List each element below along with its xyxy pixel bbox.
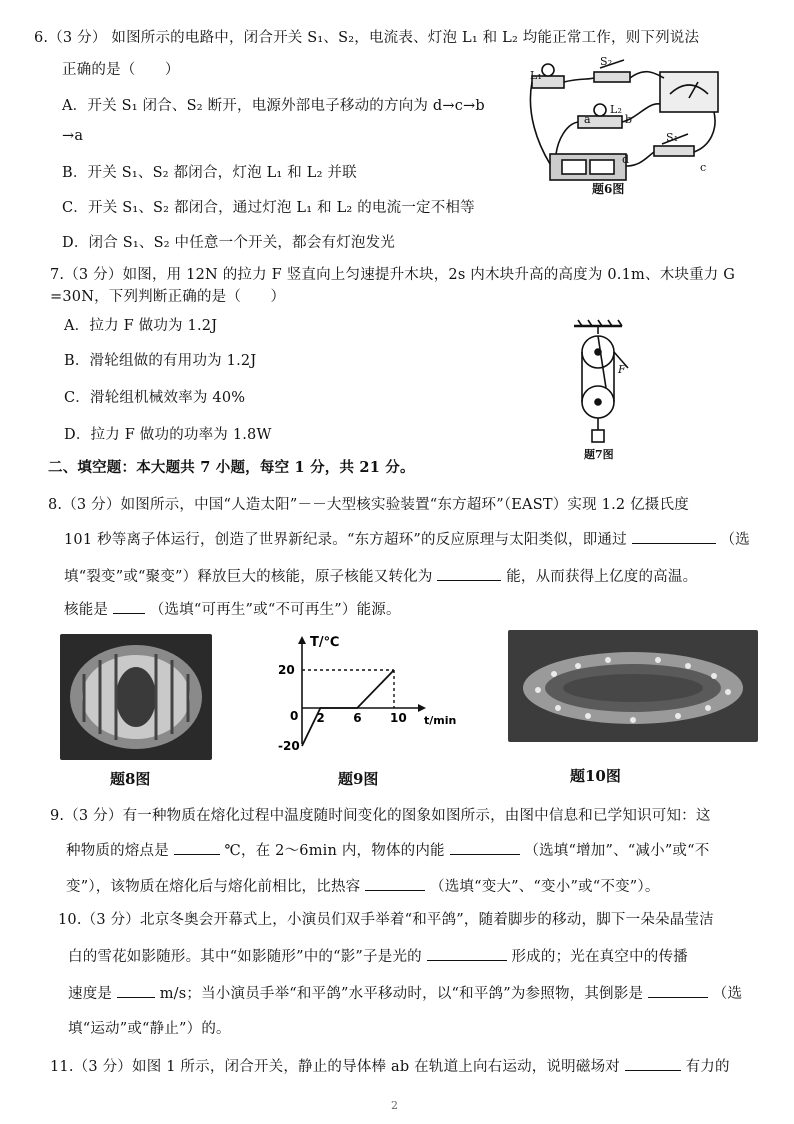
q8-blank-3[interactable]: [113, 599, 145, 614]
y-axis-arrow: [298, 636, 306, 644]
q7-stem: 7.（3 分）如图，用 12N 的拉力 F 竖直向上匀速提升木块，2s 内木块升高的高度为 0.1m、木块重力 G: [50, 267, 736, 283]
q9-line3: [66, 876, 660, 897]
pulley-figure: [560, 318, 640, 448]
q9-line2-mid: ℃，在 2～6min 内，物体的内能: [224, 843, 445, 859]
q9-line3-text: 变”），该物质在熔化后与熔化前相比，比热容: [66, 879, 361, 895]
fig10-caption: 题10图: [570, 767, 621, 785]
fig9-caption: 题9图: [338, 770, 379, 788]
q10-line4: 填“运动”或“静止”）的。: [68, 1021, 231, 1037]
fig6-label-c: c: [700, 161, 707, 174]
x-tick-label: 2: [316, 711, 325, 725]
q8-line2-tail: （选: [720, 532, 750, 548]
x-axis-arrow: [418, 704, 426, 712]
q7-option-a: A．拉力 F 做功为 1.2J: [64, 318, 218, 334]
fig6-label-b: b: [625, 113, 633, 126]
q9-line2: [66, 840, 709, 861]
q10-line2-tail: 形成的；光在真空中的传播: [511, 949, 688, 965]
q8-line3-text: 填“裂变”或“聚变”）释放巨大的核能，原子核能又转化为: [64, 569, 433, 585]
q9-line2-text: 种物质的熔点是: [66, 843, 169, 859]
q10-line1: 10.（3 分）北京冬奥会开幕式上，小演员们双手举着“和平鸽”，随着脚步的移动，脚下一朵朵晶莹洁: [58, 912, 714, 928]
q10-line2: [68, 946, 688, 967]
fig8-caption: 题8图: [110, 770, 151, 788]
q9-blank-1[interactable]: [174, 840, 220, 855]
fig6-label-a: a: [584, 113, 591, 126]
section-heading: 二、填空题：本大题共 7 小题，每空 1 分，共 21 分。: [48, 459, 415, 476]
q9-line2-tail: （选填“增加”、“减小”或“不: [524, 843, 710, 859]
q7-option-d: D．拉力 F 做功的功率为 1.8W: [64, 427, 272, 443]
q8-line2: [64, 529, 750, 550]
fig7-caption: 题7图: [584, 448, 614, 461]
q9-blank-2[interactable]: [450, 840, 520, 855]
q11-line1-text: 11.（3 分）如图 1 所示，闭合开关，静止的导体棒 ab 在轨道上向右运动，说明磁场对: [50, 1059, 620, 1075]
y-tick-label: 20: [278, 663, 295, 677]
q6-stem-line2: 正确的是（ ）: [62, 62, 180, 78]
q10-line3: [68, 983, 742, 1004]
q10-line3-text: 速度是: [68, 986, 113, 1002]
snowflake-photo: [508, 630, 758, 742]
fig6-label-s1: S₁: [666, 131, 679, 144]
q7-option-b: B．滑轮组做的有用功为 1.2J: [64, 353, 257, 369]
q6-stem: 6.（3 分） 如图所示的电路中，闭合开关 S₁、S₂，电流表、灯泡 L₁ 和 L₂ 均能正常工作，则下列说法: [34, 30, 700, 46]
x-tick-label: 10: [390, 711, 407, 725]
q8-line3-tail: 能，从而获得上亿度的高温。: [506, 569, 698, 585]
q11-line1: [50, 1056, 730, 1077]
q8-line2-text: 101 秒等离子体运行，创造了世界新纪录。“东方超环”的反应原理与太阳类似，即通过: [64, 532, 627, 548]
page-number: 2: [391, 1099, 399, 1112]
pulley-force-label: F: [618, 363, 626, 376]
q6-option-b: B．开关 S₁、S₂ 都闭合，灯泡 L₁ 和 L₂ 并联: [62, 165, 357, 181]
x-axis-label: t/min: [424, 714, 457, 727]
q9-line1: 9.（3 分）有一种物质在熔化过程中温度随时间变化的图象如图所示，由图中信息和已学知识可知：这: [50, 808, 711, 824]
y-axis-label: T/℃: [310, 635, 340, 650]
q10-blank-1[interactable]: [427, 946, 507, 961]
q7-stem-line2: =30N，下列判断正确的是（ ）: [50, 289, 286, 305]
tokamak-photo: [60, 634, 212, 760]
q10-line3-tail: （选: [712, 986, 743, 1002]
q8-line4-text: 核能是: [64, 602, 109, 618]
q7-option-c: C．滑轮组机械效率为 40%: [64, 390, 246, 406]
fig6-caption: 题6图: [592, 182, 625, 196]
fig6-label-s2: S₂: [600, 55, 613, 68]
q8-line4: [64, 599, 401, 620]
fig6-label-d: d: [622, 153, 630, 166]
x-tick-label: 6: [353, 711, 362, 725]
origin-label: 0: [290, 709, 299, 723]
q11-line1-tail: 有力的: [685, 1059, 730, 1075]
q9-blank-3[interactable]: [365, 876, 425, 891]
q8-line4-tail: （选填“可再生”或“不可再生”）能源。: [149, 602, 401, 618]
q8-blank-2[interactable]: [437, 566, 501, 581]
y-tick-label: -20: [278, 739, 300, 752]
q10-blank-3[interactable]: [648, 983, 708, 998]
q10-line3-mid: m/s；当小演员手举“和平鸽”水平移动时，以“和平鸽”为参照物，其倒影是: [159, 986, 644, 1002]
q6-option-a: A．开关 S₁ 闭合、S₂ 断开，电源外部电子移动的方向为 d→c→b: [62, 98, 485, 114]
q10-line2-text: 白的雪花如影随形。其中“如影随形”中的“影”子是光的: [68, 949, 422, 965]
q8-blank-1[interactable]: [632, 529, 716, 544]
q8-line1: 8.（3 分）如图所示，中国“人造太阳”－－大型核实验装置“东方超环”（EAST）实现 1.2 亿摄氏度: [48, 497, 689, 513]
q8-line3: [64, 566, 697, 587]
fig6-label-l1: L₁: [530, 69, 543, 82]
q11-blank-1[interactable]: [625, 1056, 681, 1071]
q6-option-c: C．开关 S₁、S₂ 都闭合，通过灯泡 L₁ 和 L₂ 的电流一定不相等: [62, 200, 475, 216]
melting-chart: [272, 632, 462, 752]
q10-blank-2[interactable]: [117, 983, 155, 998]
fig6-label-l2: L₂: [610, 103, 623, 116]
q6-option-a-cont: →a: [62, 128, 84, 144]
q6-option-d: D．闭合 S₁、S₂ 中任意一个开关，都会有灯泡发光: [62, 235, 396, 251]
q9-line3-tail: （选填“变大”、“变小”或“不变”）。: [430, 879, 660, 895]
